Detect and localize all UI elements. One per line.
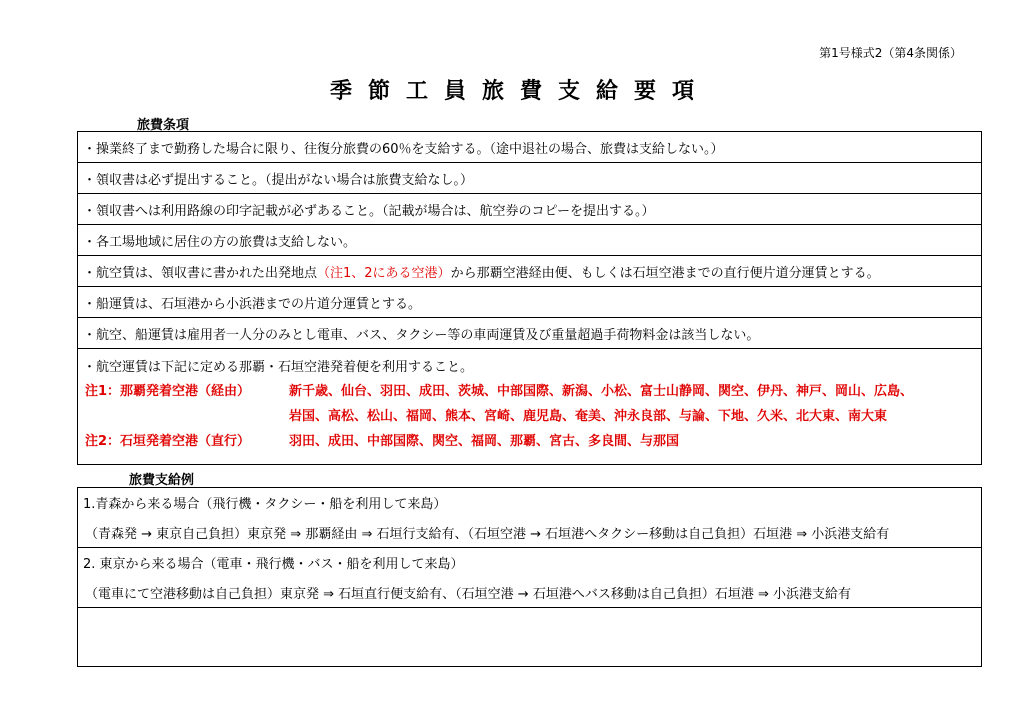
example-2-detail: （電車にて空港移動は自己負担）東京発 ⇒ 石垣直行便支給有、（石垣空港 → 石垣港へバス移動は自己負担）石垣港 ⇒ 小浜港支給有 bbox=[85, 586, 851, 602]
note2-airports: 羽田、成田、中部国際、関空、福岡、那覇、宮古、多良間、与那国 bbox=[289, 434, 680, 449]
airport-rule-text: ・航空運賃は下記に定める那覇・石垣空港発着便を利用すること。 bbox=[83, 360, 474, 375]
note1-label: 注1：那覇発着空港（経由） bbox=[85, 384, 251, 399]
form-number: 第1号様式2（第4条関係） bbox=[819, 46, 962, 60]
air-fare-rule-row bbox=[78, 256, 981, 287]
note1-airports-1: 新千歳、仙台、羽田、成田、茨城、中部国際、新潟、小松、富士山静岡、関空、伊丹、神戸、岡山、広島、 bbox=[289, 384, 914, 399]
condition-row: ・船運賃は、石垣港から小浜港までの片道分運賃とする。 bbox=[78, 287, 981, 318]
examples-table bbox=[77, 487, 982, 667]
example-empty-row bbox=[78, 608, 981, 665]
example-2 bbox=[78, 548, 981, 608]
condition-row: ・操業終了まで勤務した場合に限り、往復分旅費の60％を支給する。（途中退社の場合、旅費は支給しない。） bbox=[78, 132, 981, 163]
note2-label: 注2：石垣発着空港（直行） bbox=[85, 434, 251, 449]
air-fare-rule-highlight: （注1、2にある空港） bbox=[317, 265, 451, 281]
air-fare-rule-text: ・航空賃は、領収書に書かれた出発地点 bbox=[83, 265, 318, 281]
airport-rule-row bbox=[78, 349, 981, 464]
condition-row: ・領収書は必ず提出すること。（提出がない場合は旅費支給なし。） bbox=[78, 163, 981, 194]
condition-row: ・領収書へは利用路線の印字記載が必ずあること。（記載が場合は、航空券のコピーを提出する。） bbox=[78, 194, 981, 225]
condition-row: ・各工場地域に居住の方の旅費は支給しない。 bbox=[78, 225, 981, 256]
examples-label: 旅費支給例 bbox=[129, 473, 195, 488]
example-1 bbox=[78, 488, 981, 548]
note2-line bbox=[83, 427, 679, 452]
example-1-heading: 1.青森から来る場合（飛行機・タクシー・船を利用して来島） bbox=[83, 497, 447, 513]
conditions-label: 旅費条項 bbox=[137, 118, 190, 133]
note1-line1 bbox=[83, 377, 913, 402]
example-1-detail: （青森発 → 東京自己負担）東京発 ⇒ 那覇経由 ⇒ 石垣行支給有、（石垣空港 → 石垣港へタクシー移動は自己負担）石垣港 ⇒ 小浜港支給有 bbox=[85, 526, 890, 542]
page-title: 季節工員旅費支給要項 bbox=[329, 79, 710, 104]
note1-line2 bbox=[83, 402, 887, 427]
air-fare-rule-text-after: から那覇空港経由便、もしくは石垣空港までの直行便片道分運賃とする。 bbox=[450, 265, 880, 281]
conditions-table bbox=[77, 131, 982, 465]
note1-airports-2: 岩国、高松、松山、福岡、熊本、宮崎、鹿児島、奄美、沖永良部、与論、下地、久米、北大東、南大東 bbox=[289, 409, 888, 424]
condition-row: ・航空、船運賃は雇用者一人分のみとし電車、バス、タクシー等の車両運賃及び重量超過手荷物料金は該当しない。 bbox=[78, 318, 981, 349]
example-2-heading: 2. 東京から来る場合（電車・飛行機・バス・船を利用して来島） bbox=[83, 557, 464, 573]
